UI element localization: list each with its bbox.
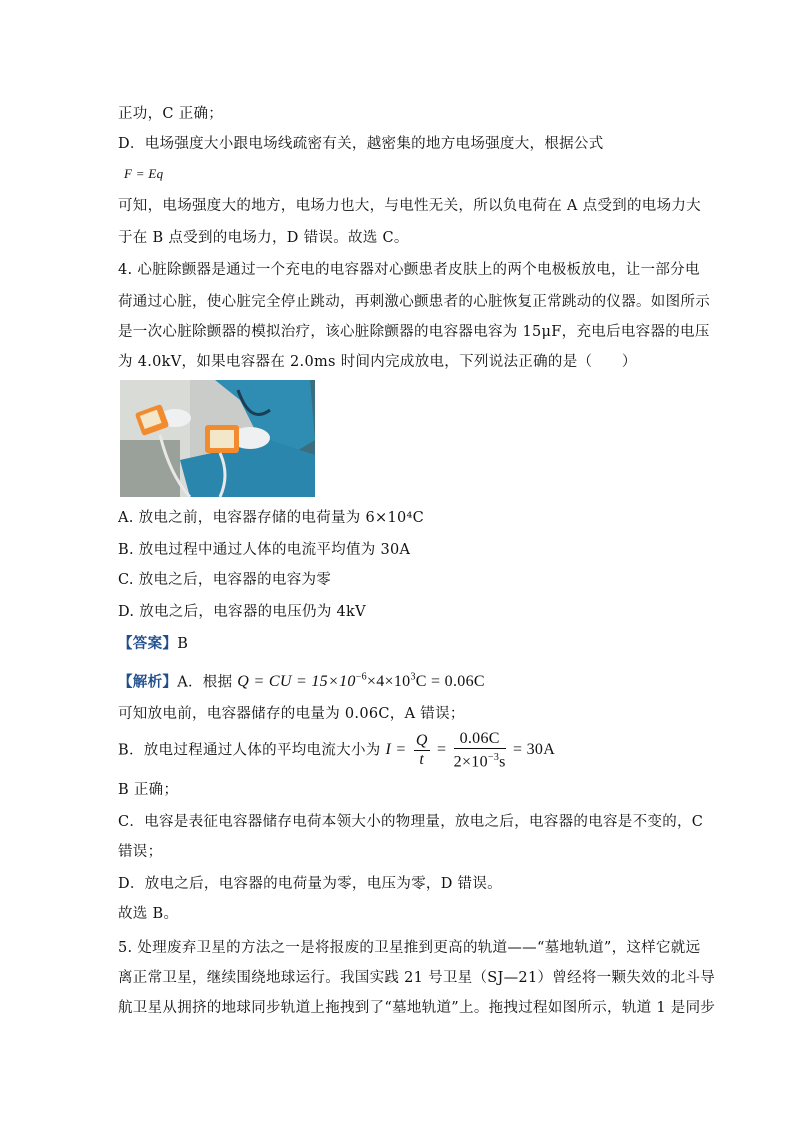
question-5-line: 航卫星从拥挤的地球同步轨道上拖拽到了“墓地轨道”上。拖拽过程如图所示，轨道 1 是同步 [118,1000,716,1016]
analysis-a-prefix: A．根据 [177,674,233,691]
option-a: A. 放电之前，电容器存储的电荷量为 6×10⁴C [118,510,425,526]
question-4-line: 荷通过心脏，使心脏完全停止跳动，再刺激心颤患者的心脏恢复正常跳动的仪器。如图所示 [118,294,710,310]
option-c: C. 放电之后，电容器的电容为零 [118,572,332,588]
question-4-line: 是一次心脏除颤器的模拟治疗，该心脏除颤器的电容器电容为 15μF，充电后电容器的电压 [118,324,710,340]
analysis-tag: 【解析】 [118,673,178,691]
question-5-line: 5. 处理废弃卫星的方法之一是将报废的卫星推到更高的轨道——“墓地轨道”，这样它就远 [118,940,701,956]
analysis-b-prefix: B．放电过程通过人体的平均电流大小为 [118,742,381,759]
analysis-b-line [118,730,555,771]
analysis-a-line [118,668,485,692]
text-line: 可知，电场强度大的地方，电场力也大，与电性无关，所以负电荷在 A 点受到的电场力大 [118,198,701,214]
question-5-line: 离正常卫星，继续围绕地球运行。我国实践 21 号卫星（SJ—21）曾经将一颗失效的北斗导 [118,970,716,986]
text-line: 错误； [118,844,163,860]
defibrillator-photo [120,380,315,497]
text-line: 故选 B。 [118,906,179,922]
text-line: 正功，C 正确； [118,106,224,122]
text-line: B 正确； [118,782,179,798]
text-line: 于在 B 点受到的电场力，D 错误。故选 C。 [118,230,409,246]
analysis-a-formula: Q = CU = $15\times 10^{-6}\times 4\times 10^3C = 0.06C$ [237,672,485,691]
text-line: D．电场强度大小跟电场线疏密有关，越密集的地方电场强度大，根据公式 [118,136,604,152]
answer-line [118,634,188,654]
option-b: B. 放电过程中通过人体的电流平均值为 30A [118,542,411,558]
question-4-line: 为 4.0kV，如果电容器在 2.0ms 时间内完成放电，下列说法正确的是（ ） [118,354,637,370]
formula-line: F = Eq [124,166,164,181]
question-4-line: 4. 心脏除颤器是通过一个充电的电容器对心颤患者皮肤上的两个电极板放电，让一部分电 [118,262,700,278]
text-line: C．电容是表征电容器储存电荷本领大小的物理量，放电之后，电容器的电容是不变的，C [118,814,704,830]
answer-tag: 【答案】 [118,635,178,652]
text-line: D．放电之后，电容器的电荷量为零，电压为零，D 错误。 [118,876,502,892]
current-formula: I = $\frac{Q}{t}$ = $\frac{0.06C}{2\times 10^{-3}s}$ = 30A [385,730,556,771]
answer-value: B [177,636,189,652]
option-d: D. 放电之后，电容器的电压仍为 4kV [118,604,366,620]
text-line: 可知放电前，电容器储存的电量为 0.06C，A 错误； [118,706,465,722]
